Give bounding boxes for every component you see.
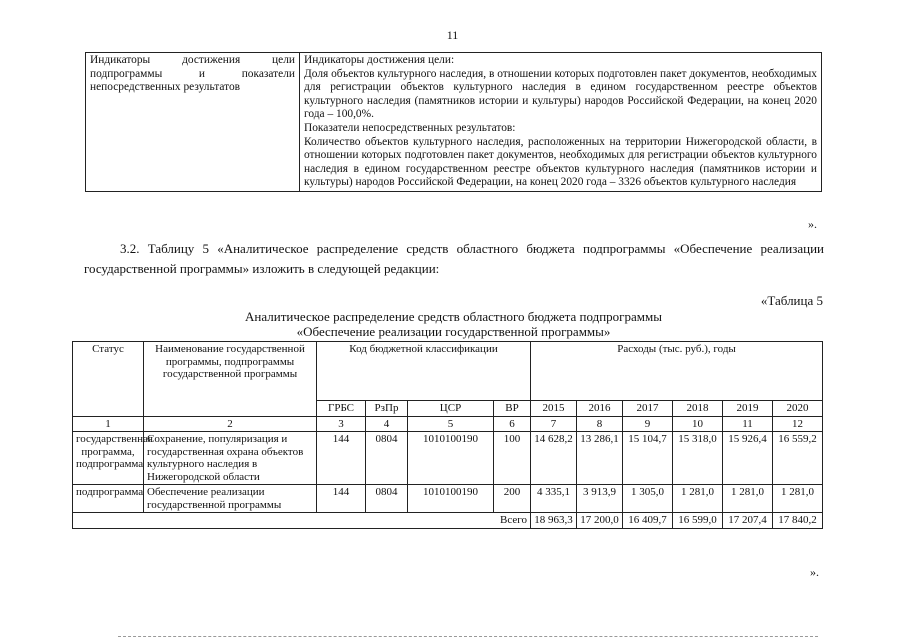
indicator-share-text: Доля объектов культурного наследия, в отношении которых подготовлен пакет документов, необходимых для регистрации объектов культурного наследия в едином государственном реестре объектов культурного наследия (памятников истории и культуры) народов Российской Федерации, на конец 2020 года – 100,0%.: [304, 67, 817, 121]
column-number: 6: [494, 416, 531, 432]
table-row: [73, 485, 823, 513]
total-value: 17 200,0: [577, 513, 623, 529]
row-value: 15 104,7: [623, 432, 673, 485]
column-number: 7: [531, 416, 577, 432]
row-value: 4 335,1: [531, 485, 577, 513]
header-rzpr: РзПр: [366, 401, 408, 417]
row-value: 13 286,1: [577, 432, 623, 485]
row-status: подпрограмма: [73, 485, 144, 513]
row-rzpr: 0804: [366, 485, 408, 513]
row-csr: 1010100190: [408, 485, 494, 513]
row-vr: 100: [494, 432, 531, 485]
row-vr: 200: [494, 485, 531, 513]
header-year: 2015: [531, 401, 577, 417]
results-count-text: Количество объектов культурного наследия, расположенных на территории Нижегородской области, в отношении которых подготовлен пакет документов, необходимых для регистрации объектов культурного наследия в едином государственном реестре объектов культурного наследия (памятников истории и культуры) народов Российской Федерации, на конец 2020 года – 3326 объектов культурного наследия: [304, 135, 817, 189]
total-value: 16 599,0: [673, 513, 723, 529]
total-label: Всего: [73, 513, 531, 529]
column-number: 12: [773, 416, 823, 432]
budget-distribution-table: [72, 341, 823, 529]
row-value: 16 559,2: [773, 432, 823, 485]
indicators-heading: Индикаторы достижения цели:: [304, 54, 455, 66]
indicators-table: [85, 52, 822, 192]
header-year: 2019: [723, 401, 773, 417]
column-number: 2: [144, 416, 317, 432]
column-number: 9: [623, 416, 673, 432]
table-caption-line-2: «Обеспечение реализации государственной программы»: [296, 324, 611, 339]
row-grbs: 144: [317, 432, 366, 485]
total-value: 17 207,4: [723, 513, 773, 529]
column-number: 3: [317, 416, 366, 432]
row-value: 14 628,2: [531, 432, 577, 485]
header-name: Наименование государственной программы, подпрограммы государственной программы: [144, 342, 317, 417]
header-csr: ЦСР: [408, 401, 494, 417]
table-row: [73, 432, 823, 485]
total-value: 18 963,3: [531, 513, 577, 529]
column-number: 4: [366, 416, 408, 432]
header-year: 2020: [773, 401, 823, 417]
results-heading: Показатели непосредственных результатов:: [304, 121, 516, 134]
row-name: Сохранение, популяризация и государственная охрана объектов культурного наследия в Нижегородской области: [144, 432, 317, 485]
total-value: 17 840,2: [773, 513, 823, 529]
indicators-content-cell: [300, 53, 822, 192]
total-value: 16 409,7: [623, 513, 673, 529]
column-number: 5: [408, 416, 494, 432]
header-year: 2018: [673, 401, 723, 417]
row-name: Обеспечение реализации государственной программы: [144, 485, 317, 513]
table-label: «Таблица 5: [760, 293, 823, 308]
row-value: 15 318,0: [673, 432, 723, 485]
header-year: 2017: [623, 401, 673, 417]
header-code: Код бюджетной классификации: [317, 342, 531, 401]
row-rzpr: 0804: [366, 432, 408, 485]
header-expenses: Расходы (тыс. руб.), годы: [531, 342, 823, 401]
row-grbs: 144: [317, 485, 366, 513]
amendment-paragraph: 3.2. Таблицу 5 «Аналитическое распределение средств областного бюджета подпрограммы «Обеспечение реализации государственной программы» изложить в следующей редакции:: [84, 241, 824, 276]
closing-quote-end: ».: [810, 565, 819, 579]
row-status: государственная программа, подпрограмма: [73, 432, 144, 485]
table-caption-line-1: Аналитическое распределение средств областного бюджета подпрограммы: [245, 309, 662, 324]
column-number: 1: [73, 416, 144, 432]
header-status: Статус: [73, 342, 144, 417]
header-vr: ВР: [494, 401, 531, 417]
row-value: 1 281,0: [723, 485, 773, 513]
column-number: 10: [673, 416, 723, 432]
row-value: 3 913,9: [577, 485, 623, 513]
row-value: 1 281,0: [673, 485, 723, 513]
closing-quote: ».: [808, 217, 817, 231]
row-value: 15 926,4: [723, 432, 773, 485]
row-value: 1 305,0: [623, 485, 673, 513]
header-grbs: ГРБС: [317, 401, 366, 417]
footer-divider: [118, 636, 818, 637]
column-number: 8: [577, 416, 623, 432]
header-year: 2016: [577, 401, 623, 417]
column-numbers-row: [73, 416, 823, 432]
row-value: 1 281,0: [773, 485, 823, 513]
total-row: [73, 513, 823, 529]
row-csr: 1010100190: [408, 432, 494, 485]
page-number: 11: [446, 28, 459, 42]
column-number: 11: [723, 416, 773, 432]
indicators-label-cell: Индикаторы достижения цели подпрограммы и показатели непосредственных результатов: [86, 53, 300, 192]
